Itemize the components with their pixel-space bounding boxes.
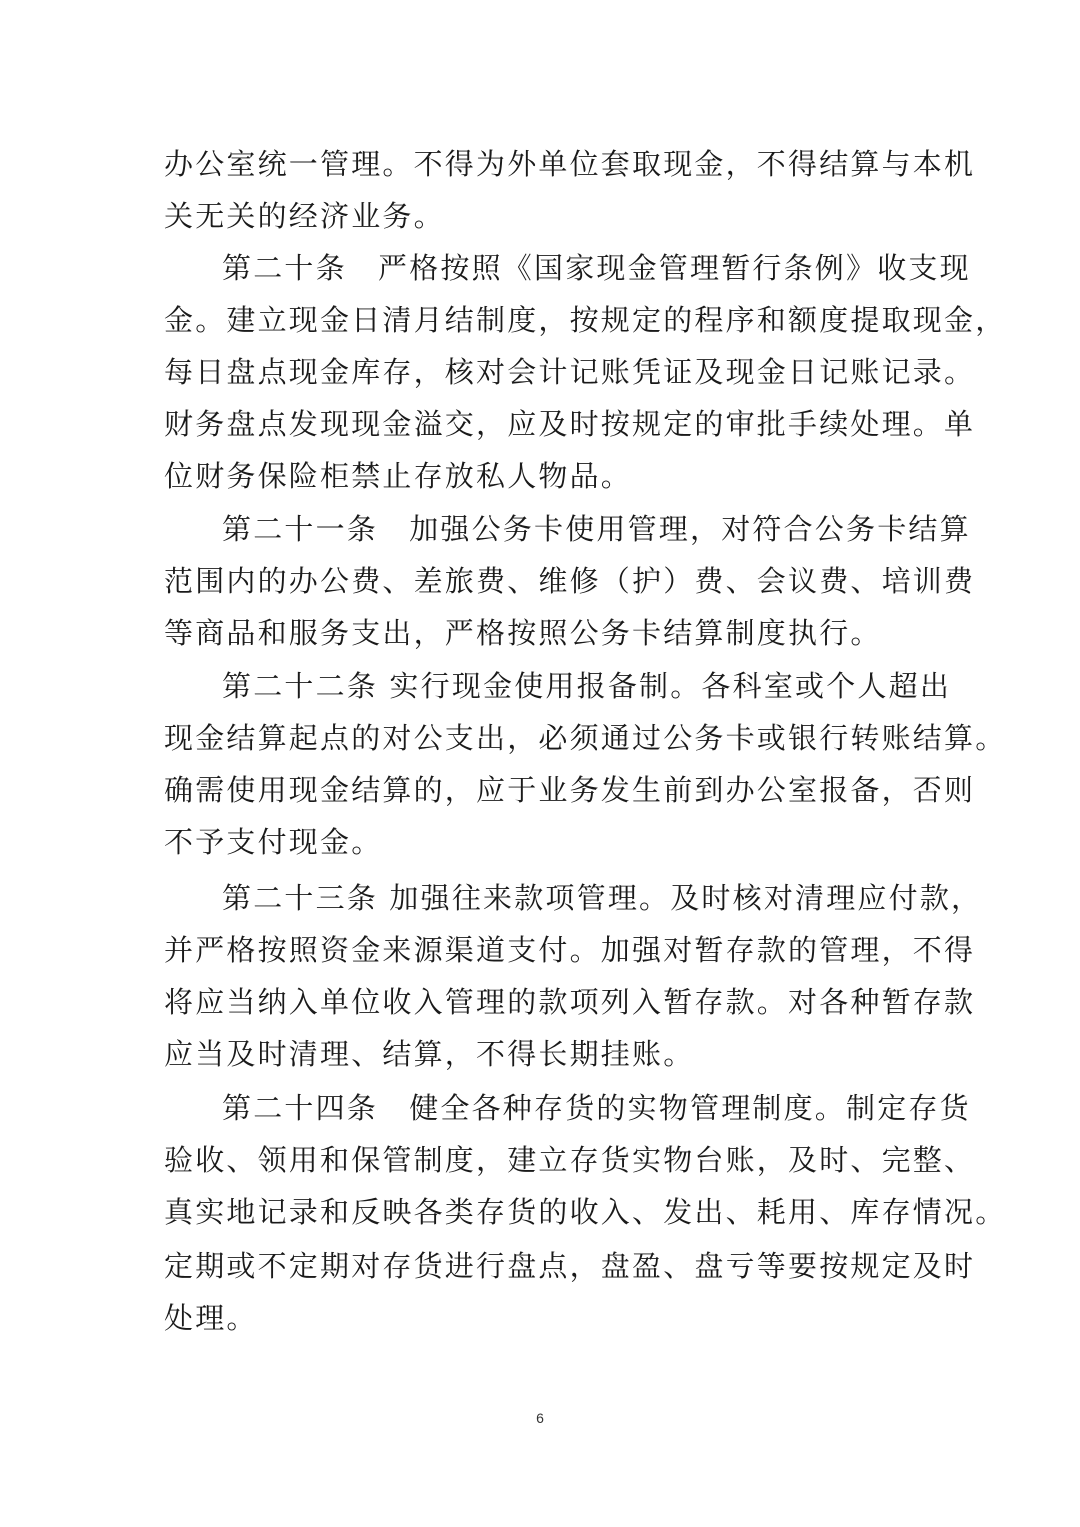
- text-line: 处理。: [164, 1301, 258, 1335]
- page-number: 6: [536, 1410, 544, 1426]
- text-line: 现金结算起点的对公支出，必须通过公务卡或银行转账结算。: [164, 721, 1007, 755]
- article-20-heading-line: 第二十条 严格按照《国家现金管理暂行条例》收支现: [222, 251, 971, 285]
- text-line: 关无关的经济业务。: [164, 199, 445, 233]
- text-line: 真实地记录和反映各类存货的收入、发出、耗用、库存情况。: [164, 1195, 1007, 1229]
- text-line: 定期或不定期对存货进行盘点，盘盈、盘亏等要按规定及时: [164, 1249, 976, 1283]
- text-line: 并严格按照资金来源渠道支付。加强对暂存款的管理，不得: [164, 933, 976, 967]
- text-line: 金。建立现金日清月结制度，按规定的程序和额度提取现金，: [164, 303, 1007, 337]
- text-line: 不予支付现金。: [164, 825, 383, 859]
- text-line: 范围内的办公费、差旅费、维修（护）费、会议费、培训费: [164, 564, 976, 598]
- article-21-heading-line: 第二十一条 加强公务卡使用管理，对符合公务卡结算: [222, 512, 971, 546]
- article-24-heading-line: 第二十四条 健全各种存货的实物管理制度。制定存货: [222, 1091, 971, 1125]
- text-line: 等商品和服务支出，严格按照公务卡结算制度执行。: [164, 616, 882, 650]
- text-line: 应当及时清理、结算，不得长期挂账。: [164, 1037, 695, 1071]
- text-line: 确需使用现金结算的，应于业务发生前到办公室报备，否则: [164, 773, 976, 807]
- text-line: 办公室统一管理。不得为外单位套取现金，不得结算与本机: [164, 147, 976, 181]
- article-23-heading-line: 第二十三条 加强往来款项管理。及时核对清理应付款，: [222, 881, 983, 915]
- text-line: 将应当纳入单位收入管理的款项列入暂存款。对各种暂存款: [164, 985, 976, 1019]
- text-line: 每日盘点现金库存，核对会计记账凭证及现金日记账记录。: [164, 355, 976, 389]
- text-line: 验收、领用和保管制度，建立存货实物台账，及时、完整、: [164, 1143, 976, 1177]
- article-22-heading-line: 第二十二条 实行现金使用报备制。各科室或个人超出: [222, 669, 952, 703]
- text-line: 财务盘点发现现金溢交，应及时按规定的审批手续处理。单: [164, 407, 976, 441]
- text-line: 位财务保险柜禁止存放私人物品。: [164, 459, 633, 493]
